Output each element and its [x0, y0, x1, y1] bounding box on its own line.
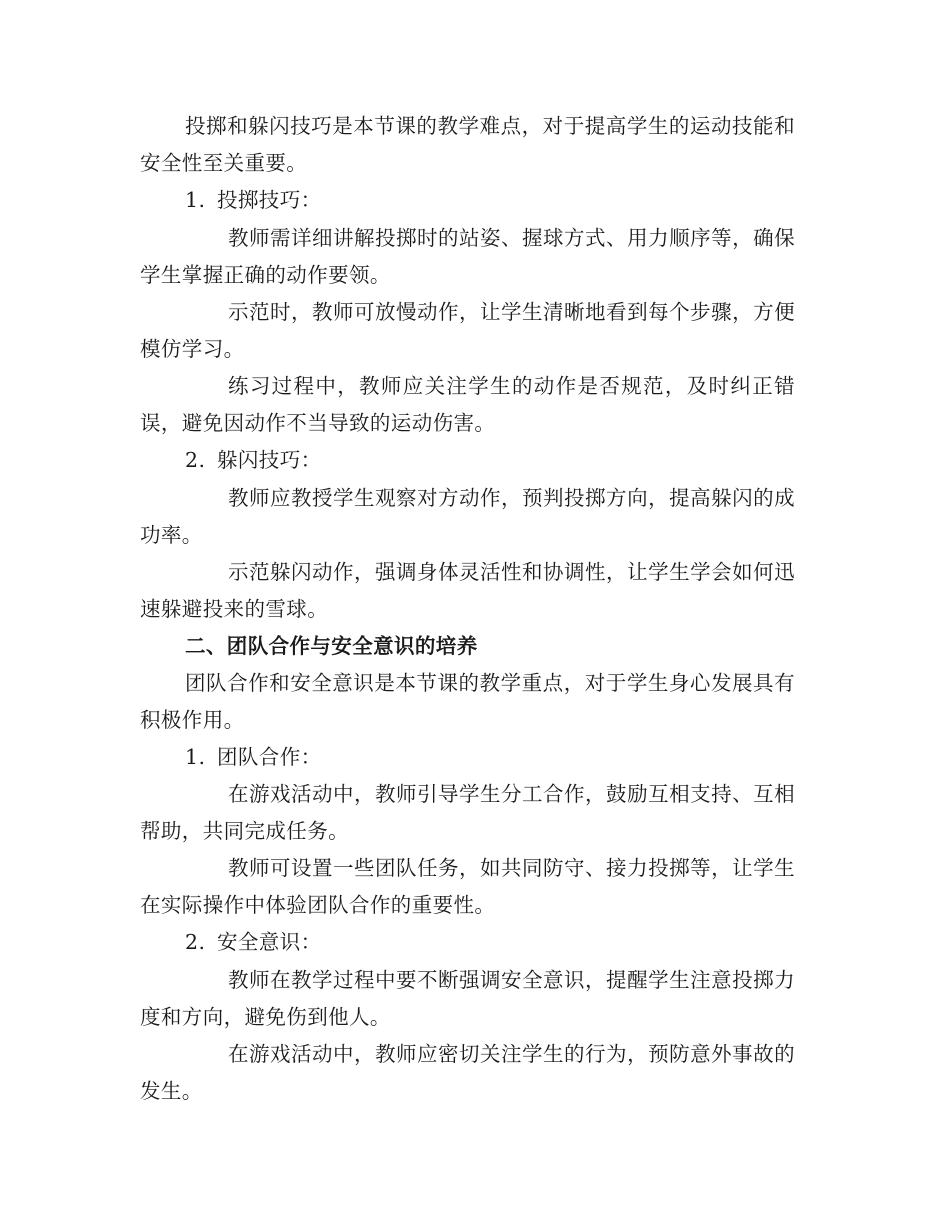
- dodge-skill-label: 躲闪技巧：: [217, 448, 322, 472]
- throw-point-3: 练习过程中，教师应关注学生的动作是否规范，及时纠正错误，避免因动作不当导致的运动伤害。: [140, 374, 795, 435]
- throw-skill-number: 1.: [185, 188, 206, 212]
- team-point-1: 在游戏活动中，教师引导学生分工合作，鼓励互相支持、互相帮助，共同完成任务。: [140, 782, 795, 843]
- safety-item: [185, 924, 322, 961]
- dodge-point-2: 示范躲闪动作，强调身体灵活性和协调性，让学生学会如何迅速躲避投来的雪球。: [140, 560, 795, 621]
- safety-point-2: 在游戏活动中，教师应密切关注学生的行为，预防意外事故的发生。: [140, 1042, 795, 1103]
- safety-number: 2.: [185, 930, 206, 954]
- throw-point-1: 教师需详细讲解投掷时的站姿、握球方式、用力顺序等，确保学生掌握正确的动作要领。: [140, 226, 795, 287]
- safety-label: 安全意识：: [217, 930, 322, 954]
- throw-skill-label: 投掷技巧：: [217, 188, 322, 212]
- intro-paragraph: 投掷和躲闪技巧是本节课的教学难点，对于提高学生的运动技能和安全性至关重要。: [140, 114, 795, 175]
- safety-point-1: 教师在教学过程中要不断强调安全意识，提醒学生注意投掷力度和方向，避免伤到他人。: [140, 968, 795, 1029]
- throw-point-2: 示范时，教师可放慢动作，让学生清晰地看到每个步骤，方便模仿学习。: [140, 300, 795, 361]
- teamwork-number: 1.: [185, 745, 206, 769]
- dodge-skill-number: 2.: [185, 448, 206, 472]
- dodge-skill-item: [185, 442, 322, 479]
- section-heading-two: 二、团队合作与安全意识的培养: [185, 634, 478, 658]
- team-point-2: 教师可设置一些团队任务，如共同防守、接力投掷等，让学生在实际操作中体验团队合作的重要性。: [140, 856, 795, 917]
- teamwork-label: 团队合作：: [217, 745, 322, 769]
- throw-skill-item: [185, 182, 322, 219]
- teamwork-item: [185, 739, 322, 776]
- team-intro-paragraph: 团队合作和安全意识是本节课的教学重点，对于学生身心发展具有积极作用。: [140, 671, 795, 732]
- dodge-point-1: 教师应教授学生观察对方动作，预判投掷方向，提高躲闪的成功率。: [140, 486, 795, 547]
